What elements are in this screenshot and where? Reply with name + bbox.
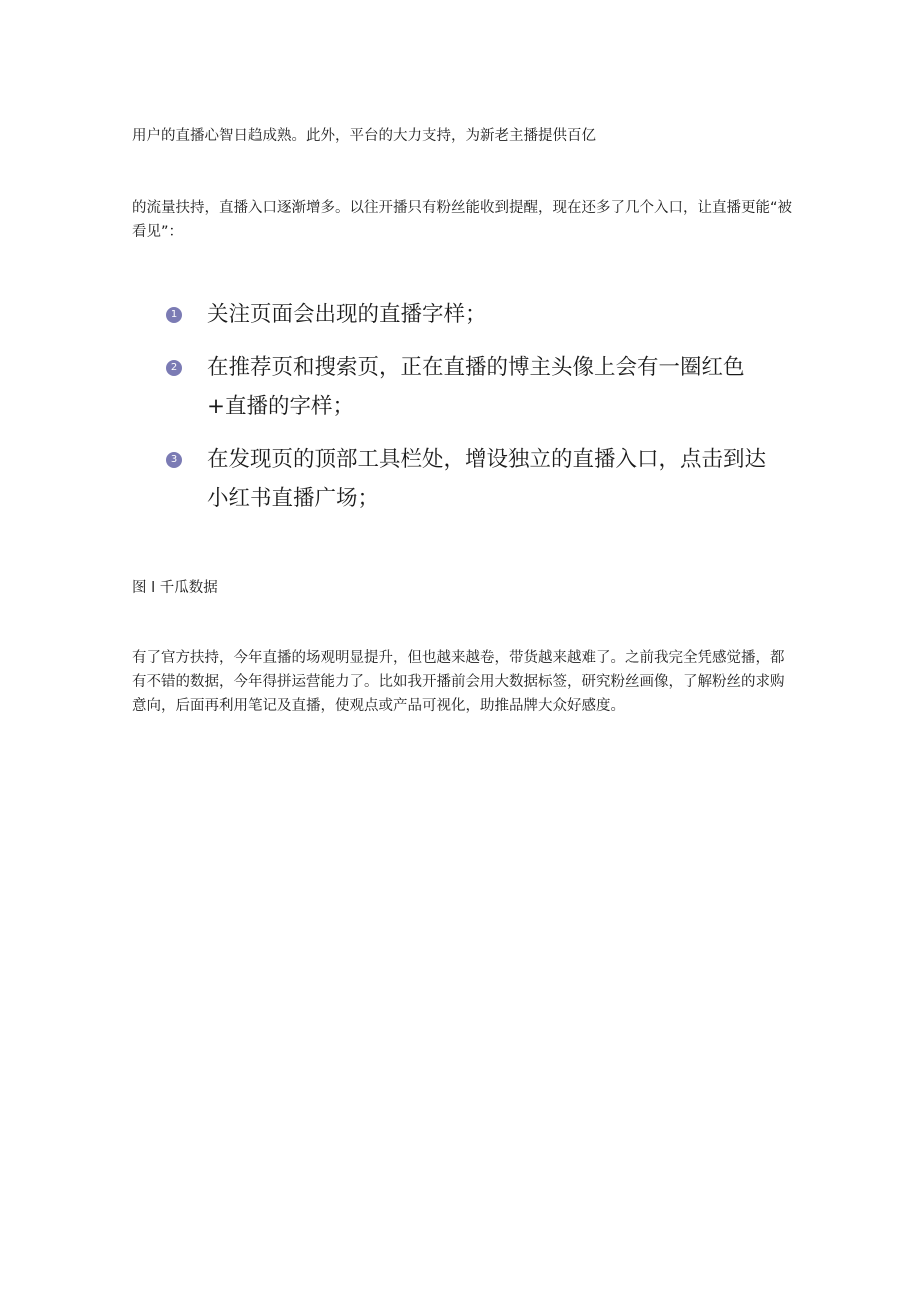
list-item-text: 在发现页的顶部工具栏处，增设独立的直播入口，点击到达小红书直播广场； bbox=[207, 447, 767, 511]
entry-list bbox=[166, 295, 776, 518]
list-item bbox=[166, 348, 776, 426]
list-item bbox=[166, 440, 776, 518]
paragraph-traffic: 的流量扶持，直播入口逐渐增多。以往开播只有粉丝能收到提醒，现在还多了几个入口，让直播更能“被看见”： bbox=[132, 200, 793, 240]
paragraph-intro: 用户的直播心智日趋成熟。此外，平台的大力支持，为新老主播提供百亿 bbox=[132, 128, 596, 144]
list-item-text: 关注页面会出现的直播字样； bbox=[207, 302, 487, 327]
number-badge-icon: 1 bbox=[166, 307, 182, 323]
number-badge-icon: 3 bbox=[166, 452, 182, 468]
figure-caption: 图 l 千瓜数据 bbox=[132, 580, 218, 596]
number-badge-icon: 2 bbox=[166, 360, 182, 376]
list-item-text: 在推荐页和搜索页，正在直播的博主头像上会有一圈红色+直播的字样； bbox=[207, 355, 745, 419]
paragraph-operations: 有了官方扶持，今年直播的场观明显提升，但也越来越卷，带货越来越难了。之前我完全凭感觉播，都有不错的数据，今年得拼运营能力了。比如我开播前会用大数据标签，研究粉丝画像，了解粉丝的求购意向，后面再利用笔记及直播，使观点或产品可视化，助推品牌大众好感度。 bbox=[132, 650, 785, 714]
list-item bbox=[166, 295, 776, 334]
